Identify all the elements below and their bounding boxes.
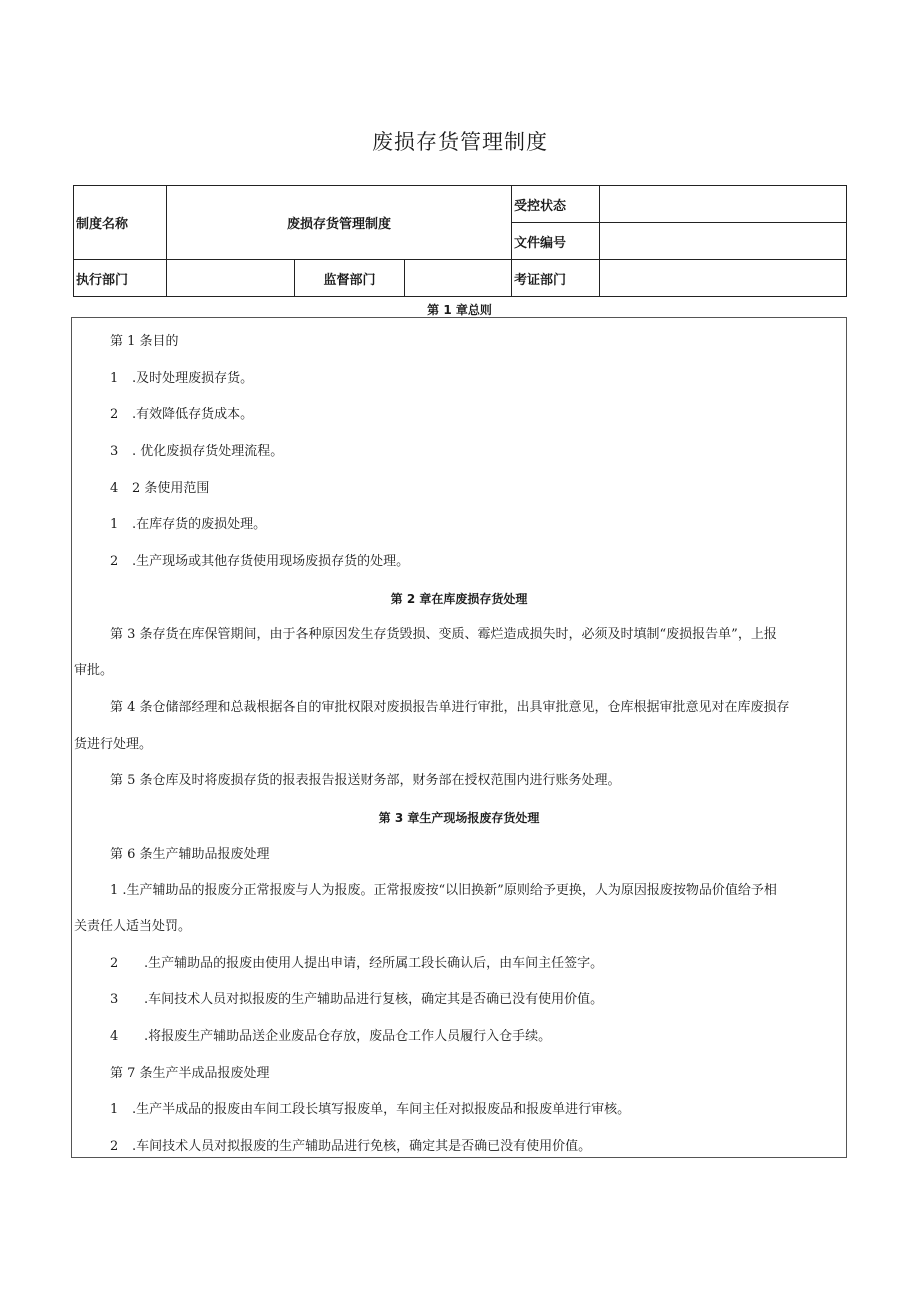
supervise-dept-label: 监督部门 [295, 260, 405, 297]
list-item: 3 .车间技术人员对拟报废的生产辅助品进行复核，确定其是否确已没有使用价值。 [110, 992, 604, 1007]
exec-dept-value [167, 260, 295, 297]
file-no-value [600, 223, 847, 260]
meta-table [73, 185, 847, 297]
article-3-line-2: 审批。 [74, 663, 114, 678]
name-value: 废损存货管理制度 [167, 186, 512, 260]
list-item: 2 .有效降低存货成本。 [110, 407, 254, 422]
name-label: 制度名称 [74, 186, 167, 260]
list-item: 2 .生产辅助品的报废由使用人提出申请，经所属工段长确认后，由车间主任签字。 [110, 956, 604, 971]
article-4-line-1: 第 4 条仓储部经理和总裁根据各自的审批权限对废损报告单进行审批，出具审批意见，仓库根据审批意见对在库废损存 [110, 700, 790, 715]
article-6-item-1-line-1: 1 .生产辅助品的报废分正常报废与人为报废。正常报废按“以旧换新”原则给予更换，人为原因报废按物品价值给予相 [110, 883, 777, 898]
list-item: 4 .将报废生产辅助品送企业废品仓存放，废品仓工作人员履行入仓手续。 [110, 1029, 552, 1044]
article-5: 第 5 条仓库及时将废损存货的报表报告报送财务部，财务部在授权范围内进行账务处理。 [110, 773, 621, 788]
chapter-2-heading: 第 2 章在库废损存货处理 [390, 592, 528, 606]
exec-dept-label: 执行部门 [74, 260, 167, 297]
control-status-value [600, 186, 847, 223]
article-4-line-2: 货进行处理。 [74, 737, 153, 752]
list-item: 1 .生产半成品的报废由车间工段长填写报废单，车间主任对拟报废品和报废单进行审核。 [110, 1102, 631, 1117]
list-item: 1 .及时处理废损存货。 [110, 371, 254, 386]
chapter-3-heading: 第 3 章生产现场报废存货处理 [378, 811, 540, 825]
list-item: 3 . 优化废损存货处理流程。 [110, 444, 284, 459]
article-6-item-1-line-2: 关责任人适当处罚。 [74, 919, 192, 934]
audit-dept-value [600, 260, 847, 297]
list-item: 1 .在库存货的废损处理。 [110, 517, 267, 532]
article-6-title: 第 6 条生产辅助品报废处理 [110, 847, 270, 862]
article-1-title: 第 1 条目的 [110, 334, 179, 349]
document-title: 废损存货管理制度 [372, 130, 548, 154]
article-2-title: 4 2 条使用范围 [110, 481, 210, 496]
content-box [71, 317, 847, 1158]
file-no-label: 文件编号 [512, 223, 600, 260]
list-item: 2 .生产现场或其他存货使用现场废损存货的处理。 [110, 554, 410, 569]
list-item: 2 .车间技术人员对拟报废的生产辅助品进行免核，确定其是否确已没有使用价值。 [110, 1139, 592, 1154]
control-status-label: 受控状态 [512, 186, 600, 223]
supervise-dept-value [405, 260, 512, 297]
article-3-line-1: 第 3 条存货在库保管期间，由于各种原因发生存货毁损、变质、霉烂造成损失时，必须及时填制“废损报告单”，上报 [110, 627, 777, 642]
audit-dept-label: 考证部门 [512, 260, 600, 297]
article-7-title: 第 7 条生产半成品报废处理 [110, 1066, 270, 1081]
chapter-1-heading: 第 1 章总则 [427, 303, 492, 317]
